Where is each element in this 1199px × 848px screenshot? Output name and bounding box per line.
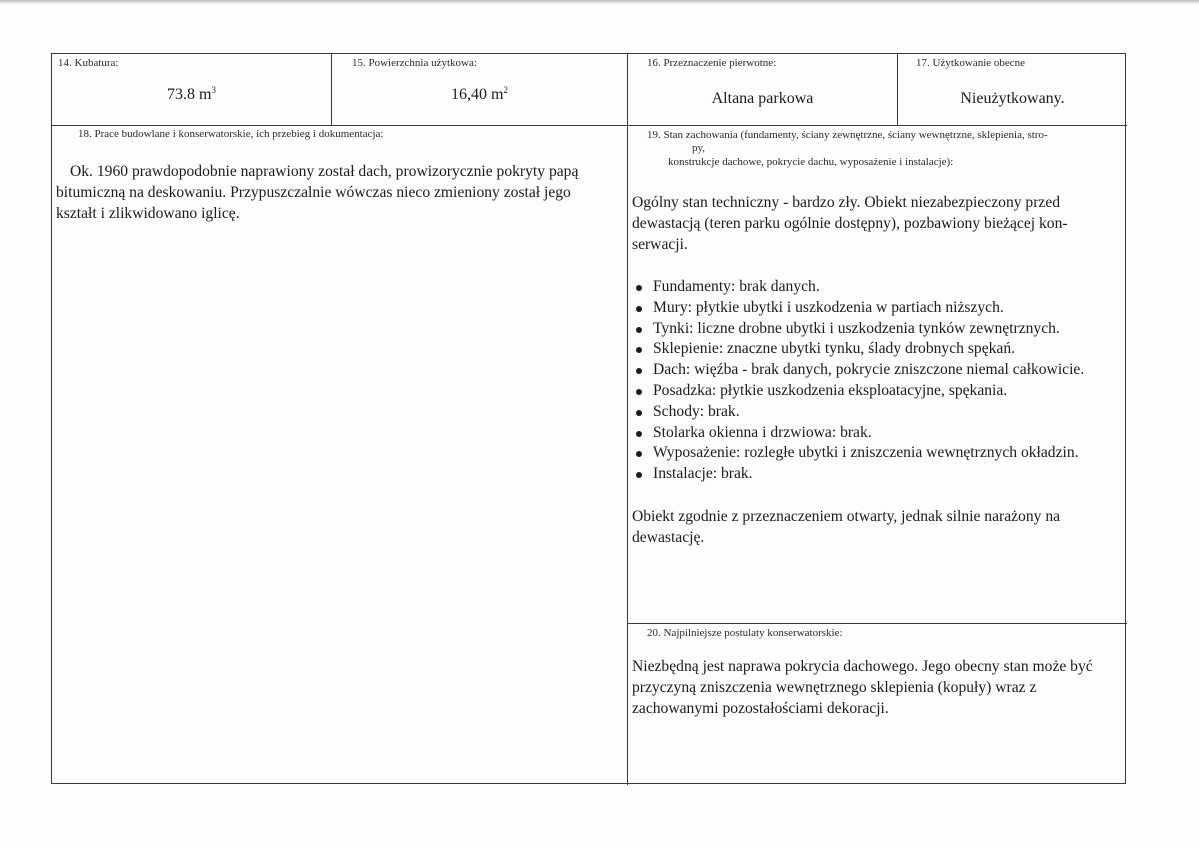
stan-outro: Obiekt zgodnie z przeznaczeniem otwarty, jednak silnie narażony na dewastację.: [632, 508, 1061, 546]
list-item: Mury: płytkie ubytki i uszkodzenia w partiach niższych.: [632, 298, 1084, 319]
stan-label-line2: py,: [692, 142, 706, 154]
stan-label-line1: 19. Stan zachowania (fundamenty, ściany zewnętrzne, ściany wewnętrzne, sklepienia, stro-: [647, 129, 1048, 141]
przeznaczenie-value: Altana parkowa: [711, 90, 814, 107]
stan-section: [628, 126, 1127, 623]
powierzchnia-label: 15. Powierzchnia użytkowa:: [352, 57, 477, 69]
postulaty-text: Niezbędną jest naprawa pokrycia dachowego. Jego obecny stan może być przyczyną zniszczenia wewnętrznego sklepienia (kopuły) wraz z zachowanymi pozostałościami dekoracji.: [632, 658, 1093, 717]
kubatura-cell: [52, 54, 331, 125]
uzytkowanie-value: Nieużytkowany.: [960, 90, 1065, 107]
list-item: Sklepienie: znaczne ubytki tynku, ślady drobnych spękań.: [632, 339, 1084, 360]
list-item: Posadzka: płytkie uszkodzenia eksploatacyjne, spękania.: [632, 381, 1084, 402]
conservation-form-table: [51, 53, 1126, 784]
stan-label-line3: konstrukcje dachowe, pokrycie dachu, wyposażenie i instalacje):: [668, 156, 954, 168]
list-item: Dach: więźba - brak danych, pokrycie zniszczone niemal całkowicie.: [632, 360, 1084, 381]
list-item: Stolarka okienna i drzwiowa: brak.: [632, 423, 1084, 444]
uzytkowanie-label: 17. Użytkowanie obecne: [916, 57, 1026, 69]
powierzchnia-value: 16,40 $m^2$: [451, 85, 508, 103]
list-item: Wyposażenie: rozległe ubytki i zniszczenia wewnętrznych okładzin.: [632, 443, 1084, 464]
list-item: Schody: brak.: [632, 402, 1084, 423]
uzytkowanie-cell: [898, 54, 1127, 125]
kubatura-value: 73.8 $m^3$: [167, 85, 216, 103]
list-item: Instalacje: brak.: [632, 464, 1084, 485]
kubatura-label: 14. Kubatura:: [58, 57, 119, 69]
powierzchnia-cell: [332, 54, 627, 125]
postulaty-label: 20. Najpilniejsze postulaty konserwatorskie:: [647, 627, 843, 639]
stan-intro: Ogólny stan techniczny - bardzo zły. Obiekt niezabezpieczony przed dewastacją (teren parku ogólnie dostępny), pozbawiony bieżącej kon-serwacji.: [632, 194, 1068, 253]
prace-label: 18. Prace budowlane i konserwatorskie, ich przebieg i dokumentacja:: [78, 128, 384, 140]
przeznaczenie-label: 16. Przeznaczenie pierwotne:: [647, 57, 777, 69]
scan-edge-shadow: [0, 0, 1199, 4]
unit-exponent: 3: [211, 85, 216, 95]
postulaty-section: [628, 624, 1127, 785]
przeznaczenie-cell: [628, 54, 897, 125]
prace-text: Ok. 1960 prawdopodobnie naprawiony został dach, prowizorycznie pokryty papą bitumiczną na deskowaniu. Przypuszczalnie wówczas nieco zmieniony został jego kształt i zlikwidowano iglicę.: [56, 163, 579, 222]
list-item: Tynki: liczne drobne ubytki i uszkodzenia tynków zewnętrznych.: [632, 319, 1084, 340]
list-item: Fundamenty: brak danych.: [632, 277, 1084, 298]
prace-section: [52, 126, 627, 785]
stan-list: [632, 277, 1084, 485]
unit-exponent: 2: [503, 85, 508, 95]
